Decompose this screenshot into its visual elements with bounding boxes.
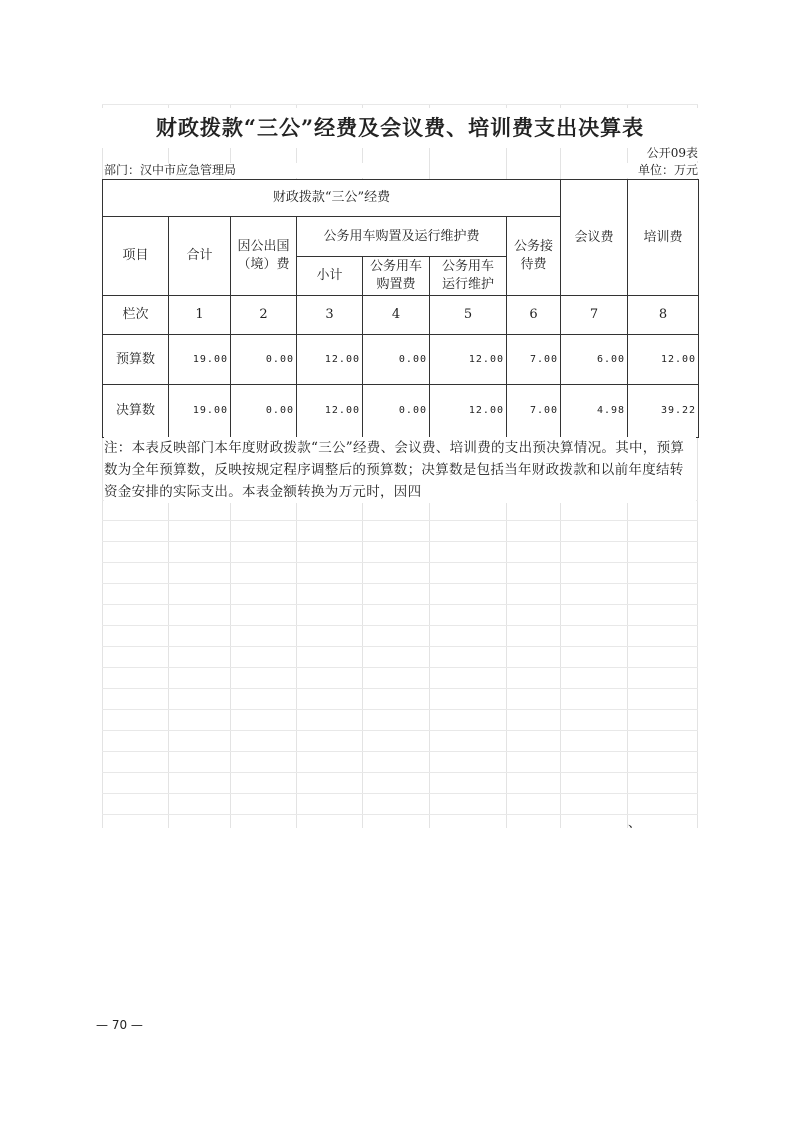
training-fee-header: 培训费 bbox=[628, 180, 699, 296]
table-cell: 7.00 bbox=[507, 385, 561, 438]
column-index: 2 bbox=[231, 296, 297, 335]
row-label: 栏次 bbox=[103, 296, 169, 335]
column-index: 7 bbox=[561, 296, 628, 335]
vehicle-operation-header: 公务用车 运行维护 bbox=[430, 257, 507, 296]
subtotal-header: 小计 bbox=[297, 257, 363, 296]
expense-table bbox=[102, 179, 699, 438]
table-cell: 0.00 bbox=[363, 385, 430, 438]
page-number: — 70 — bbox=[96, 1018, 143, 1032]
table-cell: 0.00 bbox=[363, 335, 430, 385]
table-cell: 12.00 bbox=[297, 335, 363, 385]
row-label: 决算数 bbox=[103, 385, 169, 438]
meeting-fee-header: 会议费 bbox=[561, 180, 628, 296]
table-cell: 6.00 bbox=[561, 335, 628, 385]
unit-label: 单位：万元 bbox=[610, 163, 698, 178]
stray-mark: 、 bbox=[628, 816, 642, 831]
department-label: 部门：汉中市应急管理局 bbox=[104, 163, 404, 178]
table-cell: 12.00 bbox=[297, 385, 363, 438]
table-cell: 12.00 bbox=[430, 385, 507, 438]
index-row bbox=[103, 296, 699, 335]
table-cell: 19.00 bbox=[169, 385, 231, 438]
vehicle-fee-header: 公务用车购置及运行维护费 bbox=[297, 217, 507, 257]
item-header: 项目 bbox=[103, 217, 169, 296]
column-index: 6 bbox=[507, 296, 561, 335]
table-cell: 0.00 bbox=[231, 335, 297, 385]
row-label: 预算数 bbox=[103, 335, 169, 385]
total-header: 合计 bbox=[169, 217, 231, 296]
table-cell: 7.00 bbox=[507, 335, 561, 385]
column-index: 1 bbox=[169, 296, 231, 335]
vehicle-purchase-header: 公务用车 购置费 bbox=[363, 257, 430, 296]
table-note: 注：本表反映部门本年度财政拨款“三公”经费、会议费、培训费的支出预决算情况。其中，预算数为全年预算数，反映按规定程序调整后的预算数；决算数是包括当年财政拨款和以前年度结转资金安排的实际支出。本表金额转换为万元时，因四 bbox=[104, 437, 696, 503]
three-public-header: 财政拨款“三公”经费 bbox=[103, 180, 561, 217]
reception-fee-header: 公务接 待费 bbox=[507, 217, 561, 296]
table-cell: 39.22 bbox=[628, 385, 699, 438]
table-row bbox=[103, 335, 699, 385]
table-cell: 4.98 bbox=[561, 385, 628, 438]
abroad-fee-header: 因公出国 （境）费 bbox=[231, 217, 297, 296]
form-number: 公开09表 bbox=[630, 146, 698, 161]
column-index: 5 bbox=[430, 296, 507, 335]
column-index: 3 bbox=[297, 296, 363, 335]
table-row bbox=[103, 385, 699, 438]
column-index: 4 bbox=[363, 296, 430, 335]
table-cell: 12.00 bbox=[430, 335, 507, 385]
table-cell: 19.00 bbox=[169, 335, 231, 385]
table-cell: 0.00 bbox=[231, 385, 297, 438]
table-cell: 12.00 bbox=[628, 335, 699, 385]
page-title: 财政拨款“三公”经费及会议费、培训费支出决算表 bbox=[102, 108, 698, 148]
column-index: 8 bbox=[628, 296, 699, 335]
